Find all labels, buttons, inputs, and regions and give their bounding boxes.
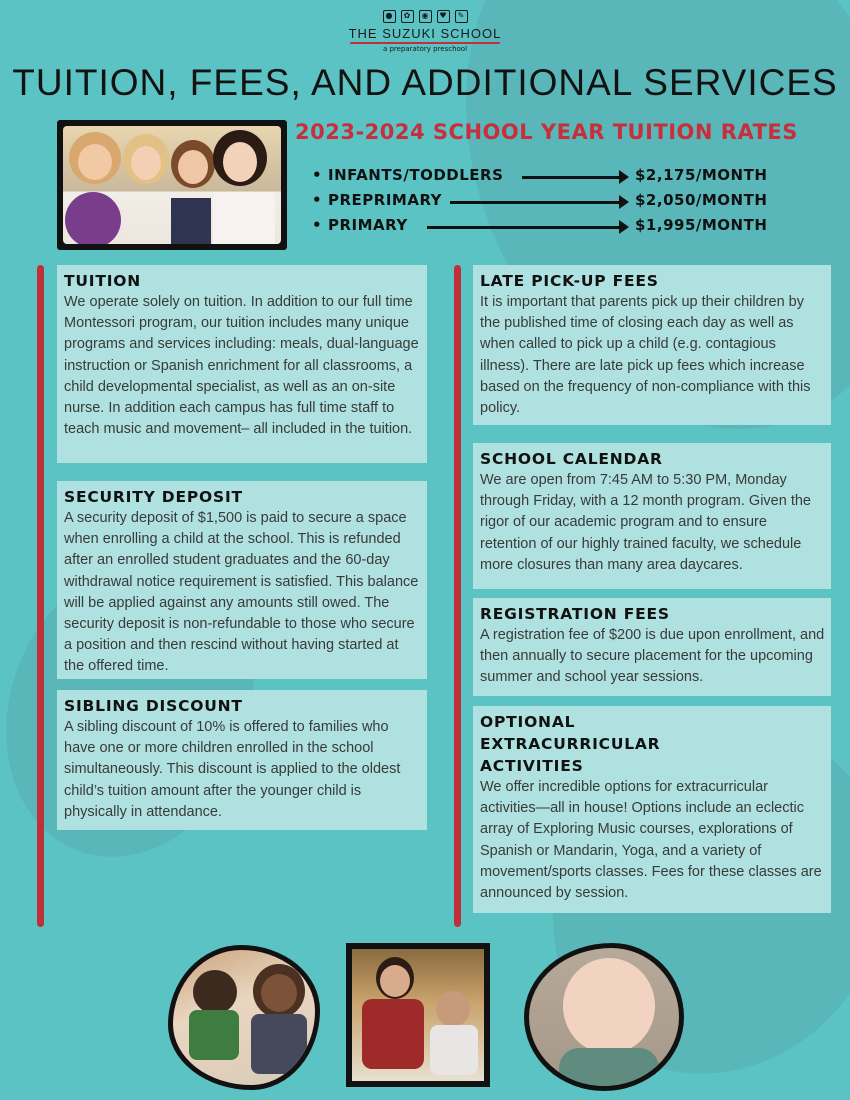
photo-children-painting <box>168 945 320 1090</box>
children-photo <box>57 120 287 250</box>
rate-label: INFANTS/TODDLERS <box>328 166 504 184</box>
rate-row-preprimary <box>312 191 782 213</box>
rate-row-infants <box>312 166 782 188</box>
section-body: We offer incredible options for extracurricular activities—all in house! Options include an eclectic array of Exploring Music courses, explorations of Spanish or Mandarin, Yoga, and a variety of movement/sports classes. Fees for these classes are announced by session. <box>480 779 822 902</box>
red-divider-right <box>454 265 461 927</box>
logo-underline <box>350 42 500 44</box>
section-body: A security deposit of $1,500 is paid to secure a space when enrolling a child at the school. This is refunded after an enrolled student graduates and the 60-day withdrawal notice requirement is satisfied. This balance will be applied against any amounts still owed. The security deposit is non-refundable to those who secure a position and then rescind without having started at the offered time. <box>64 510 419 675</box>
section-heading-line: ACTIVITIES <box>480 757 584 775</box>
logo-icons <box>340 10 510 23</box>
red-divider-left <box>37 265 44 927</box>
pencil-icon: ✎ <box>455 10 468 23</box>
bullet: • <box>312 166 322 184</box>
section-heading: SECURITY DEPOSIT <box>64 488 243 506</box>
rate-price: $2,050/MONTH <box>635 191 768 209</box>
rate-label: PRIMARY <box>328 216 408 234</box>
section-heading-line: OPTIONAL <box>480 713 576 731</box>
rate-row-primary <box>312 216 782 238</box>
rate-label: PREPRIMARY <box>328 191 443 209</box>
photo-teacher-child <box>346 943 490 1087</box>
logo-tagline: a preparatory preschool <box>382 45 468 53</box>
section-body: We operate solely on tuition. In addition to our full time Montessori program, our tuition includes many unique programs and services including: meals, dual-language instruction or Spanish enrichment for all classrooms, a child developmental specialist, as well as an on-site nurse. In addition each campus has full time staff to teach music and movement– all included in the tuition. <box>64 294 419 438</box>
section-body: A sibling discount of 10% is offered to families who have one or more children enrolled in the school simultaneously. This discount is applied to the oldest child’s tuition amount after the younger child is physically in attendance. <box>64 719 401 820</box>
card-sibling-discount <box>57 690 427 830</box>
arrow-icon <box>450 201 625 204</box>
card-late-pickup <box>473 265 831 425</box>
section-heading: REGISTRATION FEES <box>480 605 670 623</box>
school-logo <box>340 10 510 53</box>
arrow-icon <box>427 226 625 229</box>
section-body: It is important that parents pick up their children by the published time of closing each day as well as when called to pick up a child (e.g. contagious illness). There are late pick up fees which increase based on the frequency of non-compliance with this policy. <box>480 294 811 417</box>
photo-baby <box>524 943 684 1091</box>
section-heading: TUITION <box>64 272 142 290</box>
apple-icon: ● <box>383 10 396 23</box>
section-heading: SCHOOL CALENDAR <box>480 450 663 468</box>
section-body: A registration fee of $200 is due upon enrollment, and then annually to secure placement for the upcoming summer and school year sessions. <box>480 627 825 686</box>
card-tuition <box>57 265 427 463</box>
section-heading-line: EXTRACURRICULAR <box>480 735 661 753</box>
palette-icon: ◉ <box>419 10 432 23</box>
logo-name: THE SUZUKI SCHOOL <box>348 26 502 41</box>
card-security-deposit <box>57 481 427 679</box>
section-heading: LATE PICK-UP FEES <box>480 272 659 290</box>
rate-price: $2,175/MONTH <box>635 166 768 184</box>
card-school-calendar <box>473 443 831 589</box>
bullet: • <box>312 216 322 234</box>
flower-icon: ✿ <box>401 10 414 23</box>
arrow-icon <box>522 176 625 179</box>
rate-price: $1,995/MONTH <box>635 216 768 234</box>
section-body: We are open from 7:45 AM to 5:30 PM, Monday through Friday, with a 12 month program. Given the rigor of our academic program and to ensure retention of our highly trained faculty, we schedule more closures than many area daycares. <box>480 472 811 573</box>
card-registration-fees <box>473 598 831 696</box>
tuition-rates-heading: 2023-2024 SCHOOL YEAR TUITION RATES <box>295 120 798 144</box>
card-optional-activities <box>473 706 831 913</box>
heart-icon: ♥ <box>437 10 450 23</box>
bullet: • <box>312 191 322 209</box>
page-title: TUITION, FEES, AND ADDITIONAL SERVICES <box>12 62 838 103</box>
section-heading: SIBLING DISCOUNT <box>64 697 243 715</box>
